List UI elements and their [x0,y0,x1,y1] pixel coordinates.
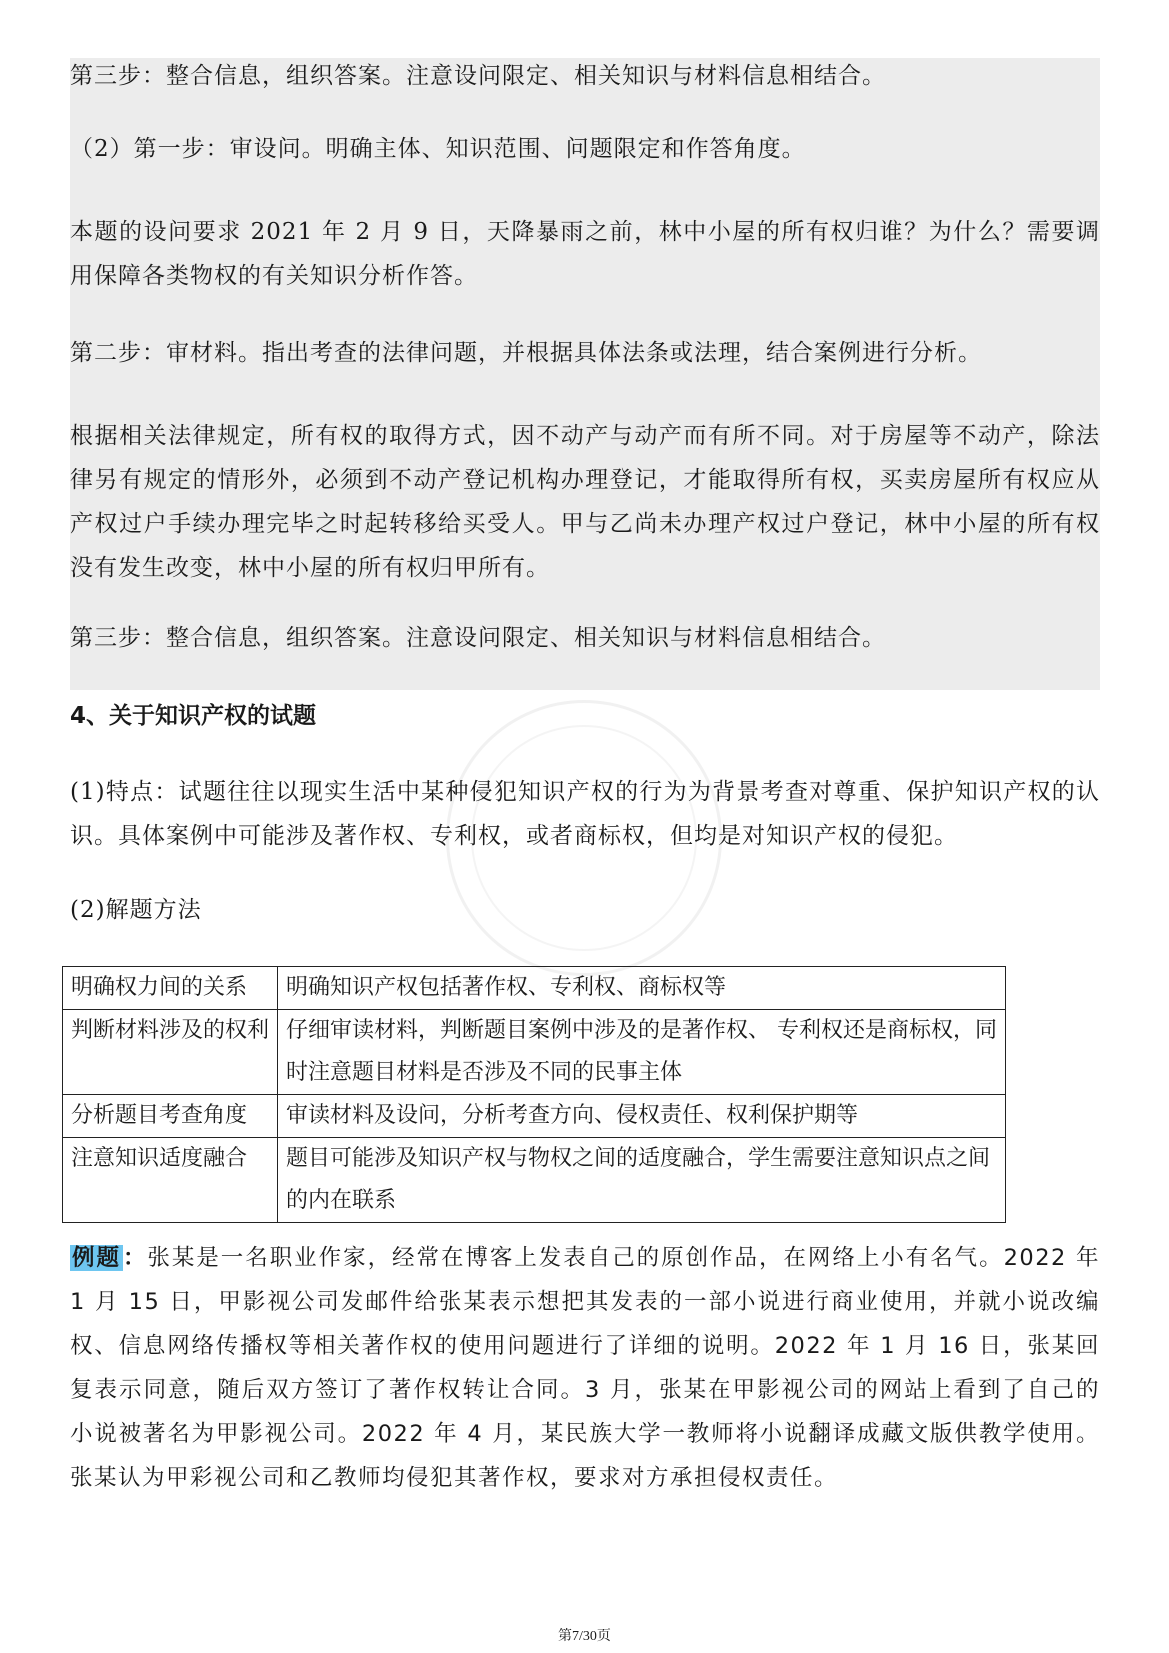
step3-paragraph-a: 第三步：整合信息，组织答案。注意设问限定、相关知识与材料信息相结合。 [70,63,886,89]
table-row [63,1138,1006,1223]
table-cell-key: 注意知识适度融合 [63,1138,278,1223]
table-cell-key: 明确权力间的关系 [63,967,278,1010]
features-paragraph: (1)特点：试题往往以现实生活中某种侵犯知识产权的行为为背景考查对尊重、保护知识产权的认识。具体案例中可能涉及著作权、专利权，或者商标权，但均是对知识产权的侵犯。 [70,779,1100,849]
method-table [62,966,1006,1223]
page-number: 第7/30页 [558,1629,611,1644]
table-row [63,1010,1006,1095]
question-description-paragraph: 本题的设问要求 2021 年 2 月 9 日，天降暴雨之前，林中小屋的所有权归谁？为什么？需要调用保障各类物权的有关知识分析作答。 [70,219,1100,289]
table-cell-key: 分析题目考查角度 [63,1095,278,1138]
section4-heading: 4、关于知识产权的试题 [70,703,317,729]
table-cell-value: 题目可能涉及知识产权与物权之间的适度融合，学生需要注意知识点之间的内在联系 [278,1138,1006,1223]
table-cell-value: 仔细审读材料，判断题目案例中涉及的是著作权、 专利权还是商标权，同时注意题目材料是否涉及不同的民事主体 [278,1010,1006,1095]
table-cell-value: 审读材料及设问，分析考查方向、侵权责任、权利保护期等 [278,1095,1006,1138]
example-label: 例题 [72,1245,121,1271]
analysis-paragraph: 根据相关法律规定，所有权的取得方式，因不动产与动产而有所不同。对于房屋等不动产，除法律另有规定的情形外，必须到不动产登记机构办理登记，才能取得所有权，买卖房屋所有权应从产权过户手续办理完毕之时起转移给买受人。甲与乙尚未办理产权过户登记，林中小屋的所有权没有发生改变，林中小屋的所有权归甲所有。 [70,423,1100,581]
example-colon: ： [122,1245,148,1271]
method-title: (2)解题方法 [70,897,202,923]
step2-paragraph: 第二步：审材料。指出考查的法律问题，并根据具体法条或法理，结合案例进行分析。 [70,340,982,366]
table-row [63,1095,1006,1138]
table-cell-key: 判断材料涉及的权利 [63,1010,278,1095]
example-text: 张某是一名职业作家，经常在博客上发表自己的原创作品，在网络上小有名气。2022 年 1 月 15 日，甲影视公司发邮件给张某表示想把其发表的一部小说进行商业使用，并就小说改编权、信息网络传播权等相关著作权的使用问题进行了详细的说明。2022 年 1 月 16 日，张某回复表示同意，随后双方签订了著作权转让合同。3 月，张某在甲影视公司的网站上看到了自己的小说被著名为甲影视公司。2022 年 4 月，某民族大学一教师将小说翻译成藏文版供教学使用。张某认为甲彩视公司和乙教师均侵犯其著作权，要求对方承担侵权责任。 [70,1245,1100,1491]
step3-paragraph-b: 第三步：整合信息，组织答案。注意设问限定、相关知识与材料信息相结合。 [70,625,886,651]
table-row [63,967,1006,1010]
part2-step1-paragraph: （2）第一步：审设问。明确主体、知识范围、问题限定和作答角度。 [70,136,806,162]
table-cell-value: 明确知识产权包括著作权、专利权、商标权等 [278,967,1006,1010]
example-paragraph [70,1236,1100,1500]
